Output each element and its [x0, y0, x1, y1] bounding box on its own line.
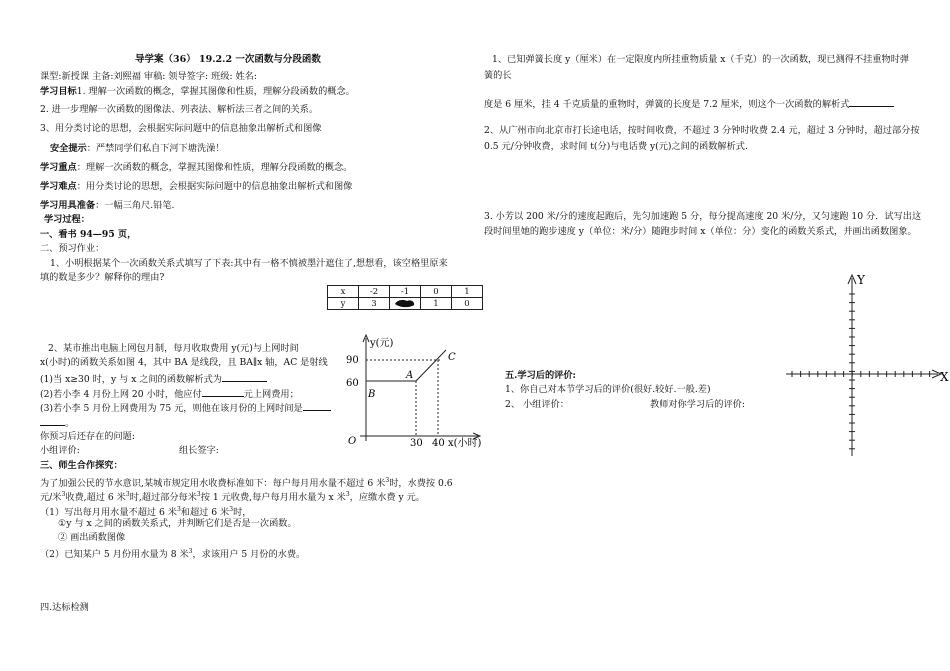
table-cell: 3 [359, 298, 390, 310]
cube-sup: 3 [125, 491, 130, 498]
cube-sup: 3 [176, 506, 181, 513]
difficult-points [40, 181, 352, 193]
table-cell: -2 [359, 286, 390, 298]
water-q1 [40, 504, 251, 519]
table-cell: -1 [390, 286, 421, 298]
water-text: 元/米 [40, 492, 62, 504]
graph-point-b: B [368, 389, 376, 400]
blank-coordinate-axes [780, 270, 950, 460]
goal-2: 2. 进一步理解一次函数的图像法、列表法、解析法三者之间的关系。 [40, 104, 319, 115]
graph-tick-90: 90 [346, 355, 359, 366]
ink-blot-cell [390, 298, 421, 310]
water-text: （1）写出每月用水量不超过 6 米 [40, 507, 177, 519]
safety-label: 安全提示 [50, 143, 87, 154]
table-row-x [328, 286, 483, 298]
answer-blank[interactable] [849, 97, 894, 107]
water-q2 [40, 546, 305, 561]
water-line2 [40, 489, 425, 504]
table-cell: 1 [421, 298, 452, 310]
cube-sup: 3 [61, 491, 66, 498]
blank-axis-y-label: Y [857, 273, 865, 287]
preview-heading: 二、预习作业： [40, 243, 105, 254]
water-text: 为了加强公民的节水意识,某城市规定用水收费标准如下：每户每月用水量不超过 6 米 [40, 478, 386, 490]
water-q1-2: ② 画出函数图像 [58, 532, 126, 543]
table-cell: x [328, 286, 359, 298]
hard-label: 学习难点 [40, 181, 77, 192]
water-text: 按 1 元收费,每户每月用水量为 x 米 [200, 492, 346, 504]
water-text: 收费,超过 6 米 [65, 492, 126, 504]
water-text: 时,超过部分每米 [129, 492, 197, 504]
remaining-problems: 你预习后还存在的问题: [40, 431, 135, 442]
key-points [40, 162, 352, 174]
water-text: ，应缴水费 y 元。 [349, 492, 425, 504]
preview-q2-line2: x(小时)的函数关系如图 4，其中 BA 是线段，且 BA∥x 轴，AC 是射线 [40, 357, 328, 368]
q2-part1-text: (1)当 x≥30 时，y 与 x 之间的函数解析式为 [40, 374, 222, 385]
water-text: 时，水费按 0.6 [389, 478, 453, 490]
answer-blank[interactable] [40, 416, 65, 426]
q2-part3-end: 。 [65, 418, 75, 429]
preview-q2-part3 [40, 401, 331, 415]
eval-group: 2、 小组评价： [505, 399, 569, 410]
cube-sup: 3 [196, 491, 201, 498]
goal-1 [40, 86, 355, 98]
rq1-line2: 簧的长 [484, 70, 512, 81]
cube-sup: 3 [229, 506, 234, 513]
ray-ac [416, 350, 446, 381]
course-meta: 课型:新授课 主备:刘熙福 审稿: 领导签字: 班级: 姓名: [40, 71, 257, 82]
graph-tick-40: 40 [432, 438, 445, 449]
rq3-line1: 3. 小芳以 200 米/分的速度起跑后，先匀加速跑 5 分，每分提高速度 20 米/分，又匀速跑 10 分．试写出这 [484, 211, 922, 222]
answer-blank[interactable] [222, 372, 267, 382]
graph-point-c: C [448, 352, 456, 363]
rq1-line3 [484, 97, 894, 111]
read-book: 一、看书 94—95 页， [40, 229, 137, 240]
goals-label: 学习目标 [40, 86, 77, 97]
preview-q2-part3-cont [40, 416, 74, 430]
water-text: 和超过 6 米 [180, 507, 230, 519]
explore-heading: 三、师生合作探究： [40, 460, 123, 471]
graph-tick-60: 60 [346, 378, 359, 389]
study-tools [40, 200, 174, 212]
key-text: ：理解一次函数的概念，掌握其图像和性质，理解分段函数的概念。 [76, 162, 353, 173]
rq1-text: 度是 6 厘米，挂 4 千克质量的重物时，弹簧的长度是 7.2 厘米，则这个一次函数的解析式 [484, 99, 850, 110]
cube-sup: 3 [188, 548, 193, 555]
water-text: 时， [233, 507, 252, 519]
graph-tick-30: 30 [410, 438, 423, 449]
eval-teacher: 教师对你学习后的评价: [650, 399, 745, 410]
water-q1-1: ①y 与 x 之间的函数关系式，并判断它们是否是一次函数。 [58, 518, 297, 529]
hard-text: ：用分类讨论的思想，会根据实际问题中的信息抽象出解析式和图像 [76, 181, 353, 192]
table-cell: y [328, 298, 359, 310]
eval-self: 1、你自己对本节学习后的评价(很好.较好.一般.差) [505, 384, 711, 395]
q2-part3-text: (3)若小李 5 月份上网费用为 75 元，则他在该月份的上网时间是 [40, 403, 303, 414]
leader-signature: 组长签字: [179, 445, 219, 456]
preview-q2-part2 [40, 387, 299, 401]
graph-origin: O [348, 436, 357, 447]
answer-blank[interactable] [202, 387, 244, 397]
fee-graph [340, 330, 490, 450]
goal-1-text: 1. 理解一次函数的概念，掌握其图像和性质，理解分段函数的概念。 [76, 86, 355, 97]
answer-blank[interactable] [303, 401, 331, 411]
check-heading: 四.达标检测 [40, 602, 89, 613]
graph-point-a: A [406, 370, 414, 381]
q2-part2-text: (2)若小李 4 月份上网 20 小时，他应付 [40, 389, 202, 400]
table-cell: 0 [452, 298, 483, 310]
rq3-line2: 段时间里她的跑步速度 y（单位：米/分）随跑步时间 x（单位：分）变化的函数关系式，并画出函数图象。 [484, 226, 917, 237]
rq2-line2: 0.5 元/分钟收费，求时间 t(分)与电话费 y(元)之间的函数解析式. [484, 141, 748, 152]
cube-sup: 3 [385, 477, 390, 484]
goal-3: 3、用分类讨论的思想，会根据实际问题中的信息抽象出解析式和图像 [40, 123, 322, 134]
process-heading: 学习过程： [44, 214, 90, 225]
water-text: （2）已知某户 5 月份用水量为 8 米 [40, 549, 189, 561]
preview-q1-line2: 填的数是多少？解释你的理由? [40, 272, 165, 283]
ink-blot-icon [394, 299, 416, 308]
rq2-line1: 2、从广州市向北京市打长途电话，按时间收费，不超过 3 分钟时收费 2.4 元，超过 3 分钟时，超过部分按 [484, 125, 920, 136]
graph-x-label: x(小时) [448, 438, 482, 449]
water-line1 [40, 475, 453, 490]
preview-q2-part1 [40, 372, 267, 386]
table-row-y [328, 298, 483, 310]
table-cell: 1 [452, 286, 483, 298]
doc-title: 导学案（36） 19.2.2 一次函数与分段函数 [135, 54, 321, 65]
tools-text: ：一幅三角尺.铅笔. [95, 200, 175, 211]
safety-text: ：严禁同学们私自下河下塘洗澡！ [86, 143, 225, 154]
cube-sup: 3 [345, 491, 350, 498]
group-evaluation: 小组评价: [40, 445, 80, 456]
key-label: 学习重点 [40, 162, 77, 173]
graph-y-label: y(元) [370, 338, 394, 349]
blank-axis-x-label: X [940, 370, 949, 384]
preview-q1-line1: 1、小明根据某个一次函数关系式填写了下表:其中有一格不慎被墨汁遮住了,想想看，该空格里原来 [50, 258, 448, 269]
safety-tip [50, 143, 225, 155]
preview-q2-line1: 2、某市推出电脑上网包月制，每月收取费用 y(元)与上网时间 [48, 343, 299, 354]
eval-heading: 五.学习后的评价: [505, 370, 576, 381]
tools-label: 学习用具准备 [40, 200, 96, 211]
function-table [327, 285, 483, 310]
water-text: ，求该用户 5 月份的水费。 [192, 549, 306, 561]
rq1-line1: 1、已知弹簧长度 y（厘米）在一定限度内所挂重物质量 x（千克）的一次函数，现已测得不挂重物时弹 [492, 54, 910, 65]
q2-part2-tail: 元上网费用； [243, 389, 299, 400]
table-cell: 0 [421, 286, 452, 298]
